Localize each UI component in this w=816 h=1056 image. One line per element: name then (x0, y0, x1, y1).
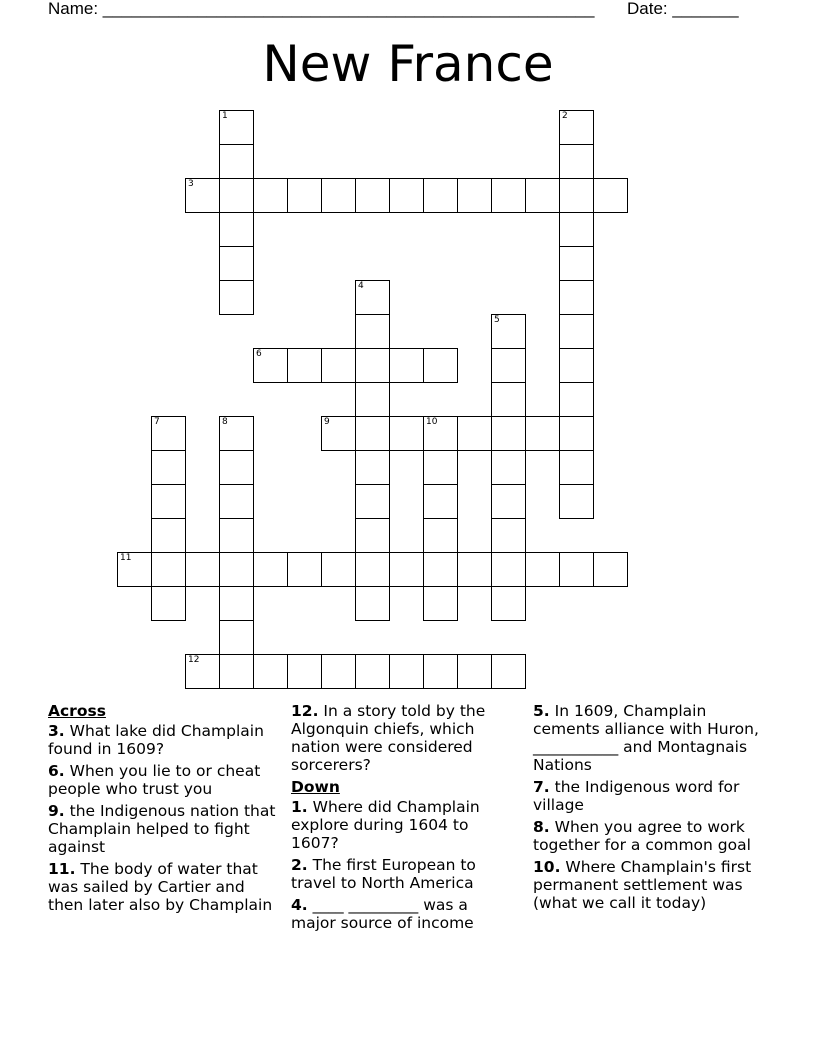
crossword-cell[interactable] (219, 518, 254, 553)
crossword-cell[interactable] (457, 654, 492, 689)
clue-down-5: 5. In 1609, Champlain cements alliance with Huron, ___________ and Montagnais Nations (533, 702, 759, 774)
crossword-cell[interactable] (151, 484, 186, 519)
crossword-cell[interactable] (389, 552, 424, 587)
crossword-cell[interactable] (491, 382, 526, 417)
crossword-cell[interactable] (355, 382, 390, 417)
clue-down-10: 10. Where Champlain's first permanent settlement was (what we call it today) (533, 858, 752, 912)
crossword-cell[interactable] (355, 280, 390, 315)
crossword-cell[interactable] (219, 484, 254, 519)
clue-across-3: 3. What lake did Champlain found in 1609? (48, 722, 264, 758)
clue-number: 10 (426, 417, 438, 427)
clue-number: 8 (222, 417, 228, 427)
clue-down-1: 1. Where did Champlain explore during 1604 to 1607? (291, 798, 480, 852)
crossword-cell[interactable] (559, 246, 594, 281)
crossword-cell[interactable] (219, 450, 254, 485)
crossword-cell[interactable] (185, 654, 220, 689)
crossword-cell[interactable] (491, 416, 526, 451)
crossword-cell[interactable] (491, 450, 526, 485)
crossword-cell[interactable] (423, 348, 458, 383)
crossword-cell[interactable] (355, 178, 390, 213)
crossword-cell[interactable] (559, 552, 594, 587)
across-heading: Across (48, 702, 106, 720)
clue-number: 1 (222, 111, 228, 121)
crossword-cell[interactable] (559, 178, 594, 213)
crossword-cell[interactable] (253, 348, 288, 383)
crossword-cell[interactable] (491, 348, 526, 383)
crossword-cell[interactable] (559, 416, 594, 451)
crossword-cell[interactable] (491, 518, 526, 553)
crossword-cell[interactable] (219, 212, 254, 247)
crossword-cell[interactable] (219, 280, 254, 315)
crossword-cell[interactable] (321, 654, 356, 689)
crossword-cell[interactable] (185, 552, 220, 587)
clue-down-7: 7. the Indigenous word for village (533, 778, 740, 814)
crossword-cell[interactable] (389, 416, 424, 451)
page-title: New France (262, 35, 554, 93)
clue-across-12: 12. In a story told by the Algonquin chiefs, which nation were considered sorcerers? (291, 702, 486, 774)
crossword-cell[interactable] (355, 654, 390, 689)
clue-across-11: 11. The body of water that was sailed by Cartier and then later also by Champlain (48, 860, 273, 914)
crossword-cell[interactable] (287, 552, 322, 587)
crossword-cell[interactable] (219, 246, 254, 281)
crossword-cell[interactable] (423, 654, 458, 689)
crossword-cell[interactable] (525, 552, 560, 587)
crossword-cell[interactable] (321, 552, 356, 587)
crossword-cell[interactable] (321, 178, 356, 213)
crossword-cell[interactable] (559, 110, 594, 145)
crossword-cell[interactable] (593, 178, 628, 213)
clue-number: 6 (256, 349, 262, 359)
crossword-cell[interactable] (151, 450, 186, 485)
crossword-cell[interactable] (389, 654, 424, 689)
crossword-cell[interactable] (457, 178, 492, 213)
clue-number: 7 (154, 417, 160, 427)
crossword-cell[interactable] (491, 314, 526, 349)
crossword-cell[interactable] (355, 518, 390, 553)
crossword-cell[interactable] (185, 178, 220, 213)
crossword-cell[interactable] (423, 552, 458, 587)
crossword-cell[interactable] (355, 552, 390, 587)
crossword-cell[interactable] (559, 484, 594, 519)
crossword-cell[interactable] (355, 416, 390, 451)
crossword-cell[interactable] (525, 178, 560, 213)
crossword-cell[interactable] (117, 552, 152, 587)
crossword-cell[interactable] (219, 654, 254, 689)
clue-number: 12 (188, 655, 200, 665)
crossword-cell[interactable] (151, 552, 186, 587)
crossword-cell[interactable] (423, 450, 458, 485)
crossword-cell[interactable] (219, 144, 254, 179)
crossword-cell[interactable] (389, 348, 424, 383)
crossword-cell[interactable] (491, 654, 526, 689)
clue-down-4: 4. ____ _________ was a major source of income (291, 896, 474, 932)
down-heading: Down (291, 778, 340, 796)
clue-across-9: 9. the Indigenous nation that Champlain helped to fight against (48, 802, 276, 856)
crossword-cell[interactable] (593, 552, 628, 587)
crossword-cell[interactable] (491, 586, 526, 621)
crossword-cell[interactable] (151, 518, 186, 553)
crossword-cell[interactable] (423, 416, 458, 451)
clue-column-3 (533, 702, 773, 916)
clue-number: 4 (358, 281, 364, 291)
crossword-cell[interactable] (559, 280, 594, 315)
crossword-cell[interactable] (253, 654, 288, 689)
crossword-cell[interactable] (355, 586, 390, 621)
crossword-cell[interactable] (253, 178, 288, 213)
crossword-cell[interactable] (151, 416, 186, 451)
clue-number: 9 (324, 417, 330, 427)
crossword-cell[interactable] (287, 178, 322, 213)
crossword-cell[interactable] (355, 348, 390, 383)
crossword-cell[interactable] (355, 450, 390, 485)
clue-number: 2 (562, 111, 568, 121)
clue-column-2 (291, 702, 516, 936)
date-field[interactable]: Date: _______ (627, 0, 739, 18)
clue-number: 3 (188, 179, 194, 189)
clue-down-2: 2. The first European to travel to North America (291, 856, 476, 892)
crossword-cell[interactable] (423, 518, 458, 553)
crossword-cell[interactable] (423, 586, 458, 621)
crossword-cell[interactable] (525, 416, 560, 451)
crossword-cell[interactable] (457, 552, 492, 587)
crossword-cell[interactable] (559, 348, 594, 383)
crossword-cell[interactable] (423, 178, 458, 213)
name-field[interactable]: Name: ____________________________________________________ (48, 0, 595, 18)
crossword-cell[interactable] (423, 484, 458, 519)
clue-across-6: 6. When you lie to or cheat people who trust you (48, 762, 261, 798)
crossword-cell[interactable] (491, 178, 526, 213)
crossword-cell[interactable] (355, 314, 390, 349)
crossword-cell[interactable] (287, 348, 322, 383)
crossword-cell[interactable] (559, 212, 594, 247)
crossword-cell[interactable] (559, 314, 594, 349)
crossword-cell[interactable] (287, 654, 322, 689)
clue-column-1 (48, 702, 283, 918)
clue-down-8: 8. When you agree to work together for a common goal (533, 818, 751, 854)
crossword-cell[interactable] (389, 178, 424, 213)
crossword-cell[interactable] (219, 620, 254, 655)
crossword-cell[interactable] (219, 586, 254, 621)
clue-number: 5 (494, 315, 500, 325)
crossword-cell[interactable] (559, 144, 594, 179)
crossword-cell[interactable] (219, 178, 254, 213)
crossword-cell[interactable] (219, 110, 254, 145)
crossword-cell[interactable] (151, 586, 186, 621)
crossword-cell[interactable] (559, 450, 594, 485)
crossword-cell[interactable] (321, 348, 356, 383)
crossword-cell[interactable] (457, 416, 492, 451)
crossword-cell[interactable] (219, 552, 254, 587)
clue-number: 11 (120, 553, 132, 563)
worksheet-header (0, 0, 816, 24)
crossword-cell[interactable] (321, 416, 356, 451)
crossword-cell[interactable] (491, 484, 526, 519)
crossword-cell[interactable] (355, 484, 390, 519)
crossword-cell[interactable] (559, 382, 594, 417)
crossword-cell[interactable] (219, 416, 254, 451)
crossword-cell[interactable] (491, 552, 526, 587)
crossword-cell[interactable] (253, 552, 288, 587)
